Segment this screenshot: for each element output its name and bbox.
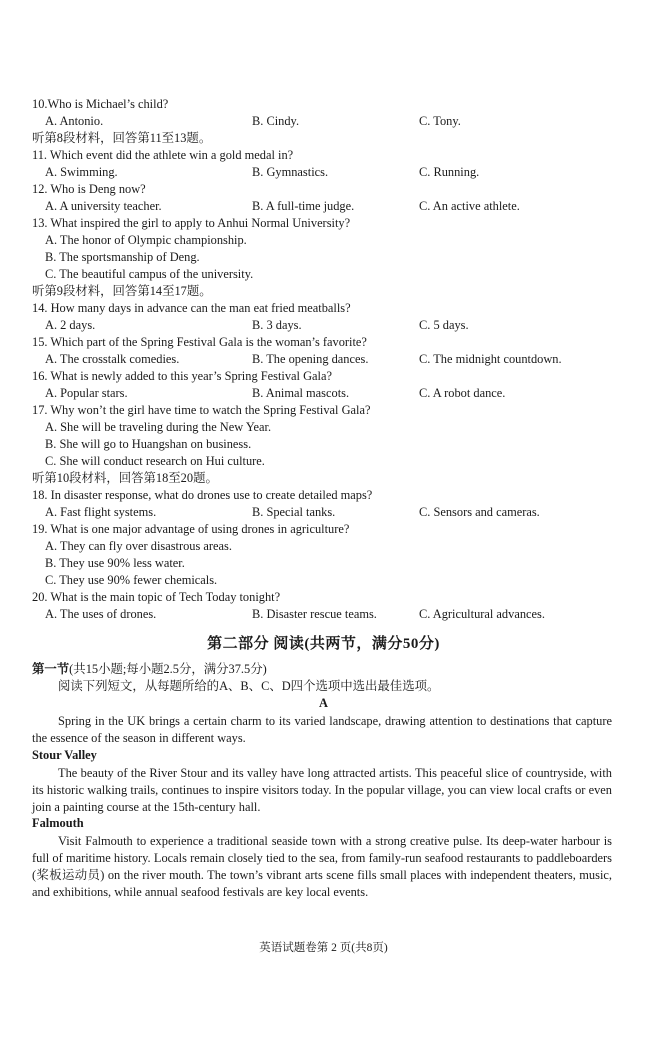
q10-option-a: A. Antonio. <box>45 114 104 128</box>
q19-option-c: C. They use 90% fewer chemicals. <box>45 573 218 587</box>
q12-option-a: A. A university teacher. <box>45 199 162 213</box>
section-one-description: (共15小题;每小题2.5分，满分37.5分) <box>69 662 267 676</box>
q16-option-b: B. Animal mascots. <box>252 386 350 400</box>
listening-note-10: 听第10段材料，回答第18至20题。 <box>32 471 218 485</box>
part-two-heading: 第二部分 阅读(共两节，满分50分) <box>207 636 440 652</box>
question-12: 12. Who is Deng now? <box>32 182 146 196</box>
q13-option-b: B. The sportsmanship of Deng. <box>45 250 200 264</box>
passage-intro: Spring in the UK brings a certain charm to its varied landscape, drawing attention to destinations that capture the essence of the season in different ways. <box>32 714 612 745</box>
q18-option-c: C. Sensors and cameras. <box>419 505 540 519</box>
q15-option-a: A. The crosstalk comedies. <box>45 352 180 366</box>
q16-option-a: A. Popular stars. <box>45 386 128 400</box>
q15-option-b: B. The opening dances. <box>252 352 369 366</box>
q11-option-b: B. Gymnastics. <box>252 165 329 179</box>
question-14: 14. How many days in advance can the man eat fried meatballs? <box>32 301 351 315</box>
page-footer: 英语试题卷第 2 页(共8页) <box>259 942 388 954</box>
section-instruction: 阅读下列短文，从每题所给的A、B、C、D四个选项中选出最佳选项。 <box>58 679 440 693</box>
listening-note-8: 听第8段材料，回答第11至13题。 <box>32 131 212 145</box>
listening-note-9: 听第9段材料，回答第14至17题。 <box>32 284 212 298</box>
q14-option-a: A. 2 days. <box>45 318 96 332</box>
q10-option-b: B. Cindy. <box>252 114 300 128</box>
q11-option-c: C. Running. <box>419 165 480 179</box>
q13-option-c: C. The beautiful campus of the university. <box>45 267 254 281</box>
question-11: 11. Which event did the athlete win a gold medal in? <box>32 148 294 162</box>
q15-option-c: C. The midnight countdown. <box>419 352 562 366</box>
falmouth-title: Falmouth <box>32 816 84 830</box>
q13-option-a: A. The honor of Olympic championship. <box>45 233 247 247</box>
question-10: 10.Who is Michael’s child? <box>32 97 169 111</box>
q18-option-a: A. Fast flight systems. <box>45 505 157 519</box>
q11-option-a: A. Swimming. <box>45 165 118 179</box>
question-15: 15. Which part of the Spring Festival Gala is the woman’s favorite? <box>32 335 367 349</box>
passage-letter: A <box>319 696 328 710</box>
q20-option-b: B. Disaster rescue teams. <box>252 607 377 621</box>
question-13: 13. What inspired the girl to apply to Anhui Normal University? <box>32 216 351 230</box>
q17-option-a: A. She will be traveling during the New Year. <box>45 420 272 434</box>
q14-option-b: B. 3 days. <box>252 318 302 332</box>
q17-option-c: C. She will conduct research on Hui culture. <box>45 454 265 468</box>
q16-option-c: C. A robot dance. <box>419 386 506 400</box>
question-16: 16. What is newly added to this year’s Spring Festival Gala? <box>32 369 332 383</box>
stour-valley-text: The beauty of the River Stour and its valley have long attracted artists. This peaceful slice of countryside, with its historic walking trails, continues to inspire visitors today. In the popular village, you can view local crafts or even join a painting course at the 15th-century hall. <box>32 766 612 814</box>
section-one-label: 第一节 <box>32 662 70 676</box>
q17-option-b: B. She will go to Huangshan on business. <box>45 437 252 451</box>
q18-option-b: B. Special tanks. <box>252 505 336 519</box>
question-19: 19. What is one major advantage of using drones in agriculture? <box>32 522 350 536</box>
q14-option-c: C. 5 days. <box>419 318 469 332</box>
question-17: 17. Why won’t the girl have time to watch the Spring Festival Gala? <box>32 403 371 417</box>
q12-option-c: C. An active athlete. <box>419 199 520 213</box>
q19-option-a: A. They can fly over disastrous areas. <box>45 539 232 553</box>
q12-option-b: B. A full-time judge. <box>252 199 355 213</box>
falmouth-text: Visit Falmouth to experience a traditional seaside town with a strong creative pulse. Its deep-water harbour is full of maritime history. Locals remain closely tied to the sea, from family-run seafood restaurants to paddleboarders (桨板运动员) on the river mouth. The town’s vibrant arts scene fills small places with independent theaters, music, and exhibitions, while annual seafood festivals are key local events. <box>32 834 612 899</box>
section-one-header <box>32 661 267 678</box>
q19-option-b: B. They use 90% less water. <box>45 556 185 570</box>
stour-valley-title: Stour Valley <box>32 748 97 762</box>
q10-option-c: C. Tony. <box>419 114 461 128</box>
q20-option-c: C. Agricultural advances. <box>419 607 545 621</box>
question-18: 18. In disaster response, what do drones use to create detailed maps? <box>32 488 373 502</box>
q20-option-a: A. The uses of drones. <box>45 607 157 621</box>
question-20: 20. What is the main topic of Tech Today tonight? <box>32 590 281 604</box>
